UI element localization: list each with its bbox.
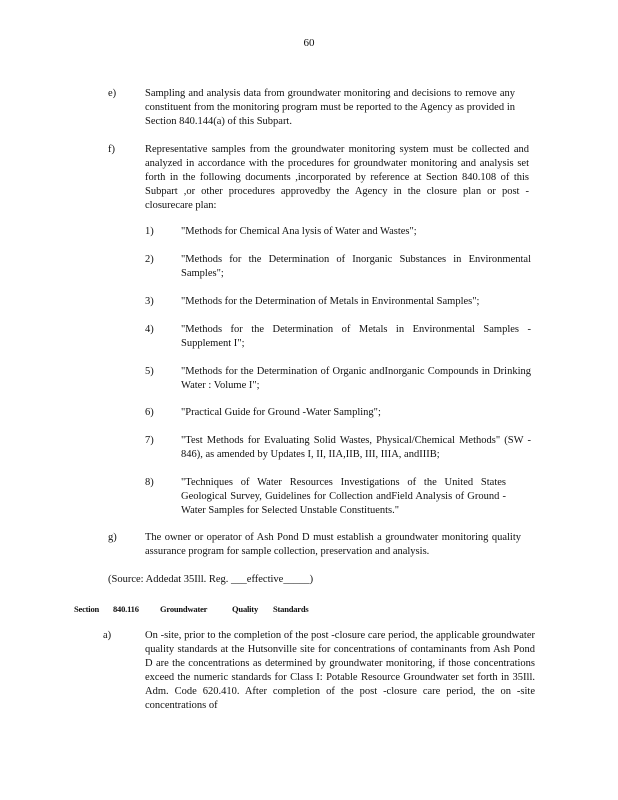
doc-number: 8) [145,477,154,488]
section-label: Section [74,604,100,614]
doc-text: "Methods for the Determination of Organic andInorganic Compounds in Drinking Water : Volume I"; [181,366,531,391]
doc-number: 7) [145,435,154,446]
section-title-word: Standards [273,604,309,614]
item-text-g: The owner or operator of Ash Pond D must establish a groundwater monitoring quality assurance program for sample collection, preservation and analysis. [145,532,521,557]
item-label-f: f) [108,144,115,155]
doc-text: "Methods for the Determination of Inorganic Substances in Environmental Samples"; [181,254,531,279]
doc-text: "Methods for the Determination of Metals in Environmental Samples"; [181,296,480,307]
doc-text: "Practical Guide for Ground -Water Sampling"; [181,407,381,418]
doc-number: 1) [145,226,154,237]
doc-number: 4) [145,324,154,335]
doc-number: 3) [145,296,154,307]
doc-number: 2) [145,254,154,265]
doc-text: "Test Methods for Evaluating Solid Wastes, Physical/Chemical Methods" (SW - 846), as amended by Updates I, II, IIA,IIB, III, IIIA, andIIIB; [181,435,531,460]
item-label-a: a) [103,630,112,641]
doc-text: "Methods for the Determination of Metals in Environmental Samples - Supplement I"; [181,324,531,349]
item-label-e: e) [108,88,117,99]
doc-number: 6) [145,407,154,418]
item-text-f: Representative samples from the groundwater monitoring system must be collected and analyzed in accordance with the procedures for groundwater monitoring and analysis set forth in the following documents ,incorporated by reference at Section 840.108 of this Subpart ,or other procedures approvedby the Agency in the closure plan or post -closurecare plan: [145,144,529,211]
section-number: 840.116 [113,604,139,614]
page-number: 60 [303,37,315,49]
doc-number: 5) [145,366,154,377]
section-title-word: Quality [232,604,258,614]
source-note: (Source: Addedat 35Ill. Reg. ___effective_____) [108,574,314,585]
doc-text: "Methods for Chemical Ana lysis of Water and Wastes"; [181,226,417,237]
item-label-g: g) [108,532,117,543]
doc-text: "Techniques of Water Resources Investigations of the United States Geological Survey, Guidelines for Collection andField Analysis of Ground -Water Samples for Selected Unstable Constituents." [181,477,506,516]
section-title-word: Groundwater [160,604,208,614]
item-text-e: Sampling and analysis data from groundwater monitoring and decisions to remove any constituent from the monitoring program must be reported to the Agency as provided in Section 840.144(a) of this Subpart. [145,88,515,127]
item-text-a: On -site, prior to the completion of the post -closure care period, the applicable groundwater quality standards at the Hutsonville site for concentrations of contaminants from Ash Pond D are the concentrations as determined by groundwater monitoring, if those concentrations exceed the numeric standards for Class I: Potable Resource Groundwater set forth in 35Ill. Adm. Code 620.410. After completion of the post -closure care period, the on -site concentrations of [145,630,535,711]
